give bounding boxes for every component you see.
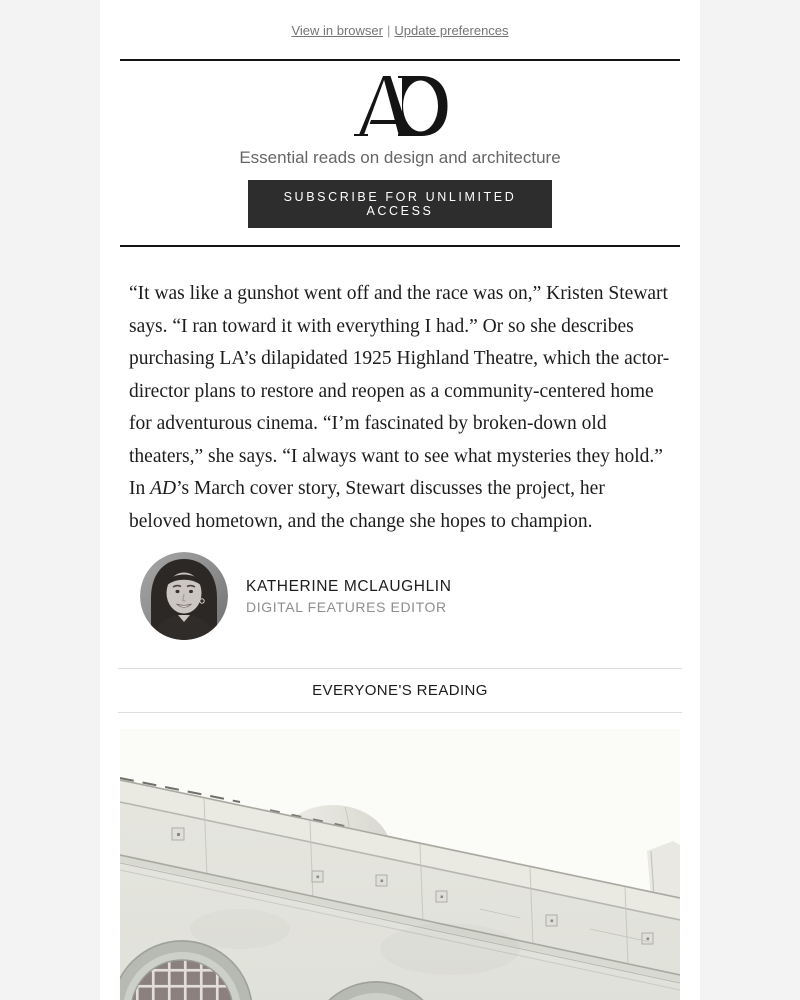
ad-logo-glyph [349,74,451,138]
preferences-bar [100,0,700,38]
author-avatar [140,552,228,640]
section-heading: EVERYONE'S READING [118,668,682,713]
author-info [246,578,452,615]
author-name: KATHERINE MCLAUGHLIN [246,577,452,595]
link-separator: | [386,23,391,38]
hero-image[interactable] [120,729,680,1000]
author-title: DIGITAL FEATURES EDITOR [246,598,447,615]
author-portrait-image [140,552,228,640]
author-byline [140,552,700,640]
subscribe-button[interactable]: SUBSCRIBE FOR UNLIMITED ACCESS [248,180,552,228]
email-body [100,0,700,1000]
update-preferences-link[interactable]: Update preferences [394,23,509,38]
intro-ad-italic: AD [150,478,177,499]
masthead [100,61,700,228]
tagline: Essential reads on design and architecture [239,148,561,167]
intro-paragraph [129,278,671,538]
intro-text-1: “It was like a gunshot went off and the race was on,” Kristen Stewart says. “I ran toward it with everything I had.” Or so she describes purchasing LA’s dilapidated 1925 Highland Theatre, which the actor-director plans to restore and reopen as a community-centered home for adventurous cinema. “I’m fascinated by broken-down old theaters,” she says. “I always want to see what mysteries they hold.” In [129,283,670,499]
ad-logo[interactable] [349,74,451,143]
view-in-browser-link[interactable]: View in browser [291,23,383,38]
intro-text-2: ’s March cover story, Stewart discusses the project, her beloved hometown, and the change she hopes to champion. [129,478,605,532]
masthead-bottom-rule [120,245,680,247]
